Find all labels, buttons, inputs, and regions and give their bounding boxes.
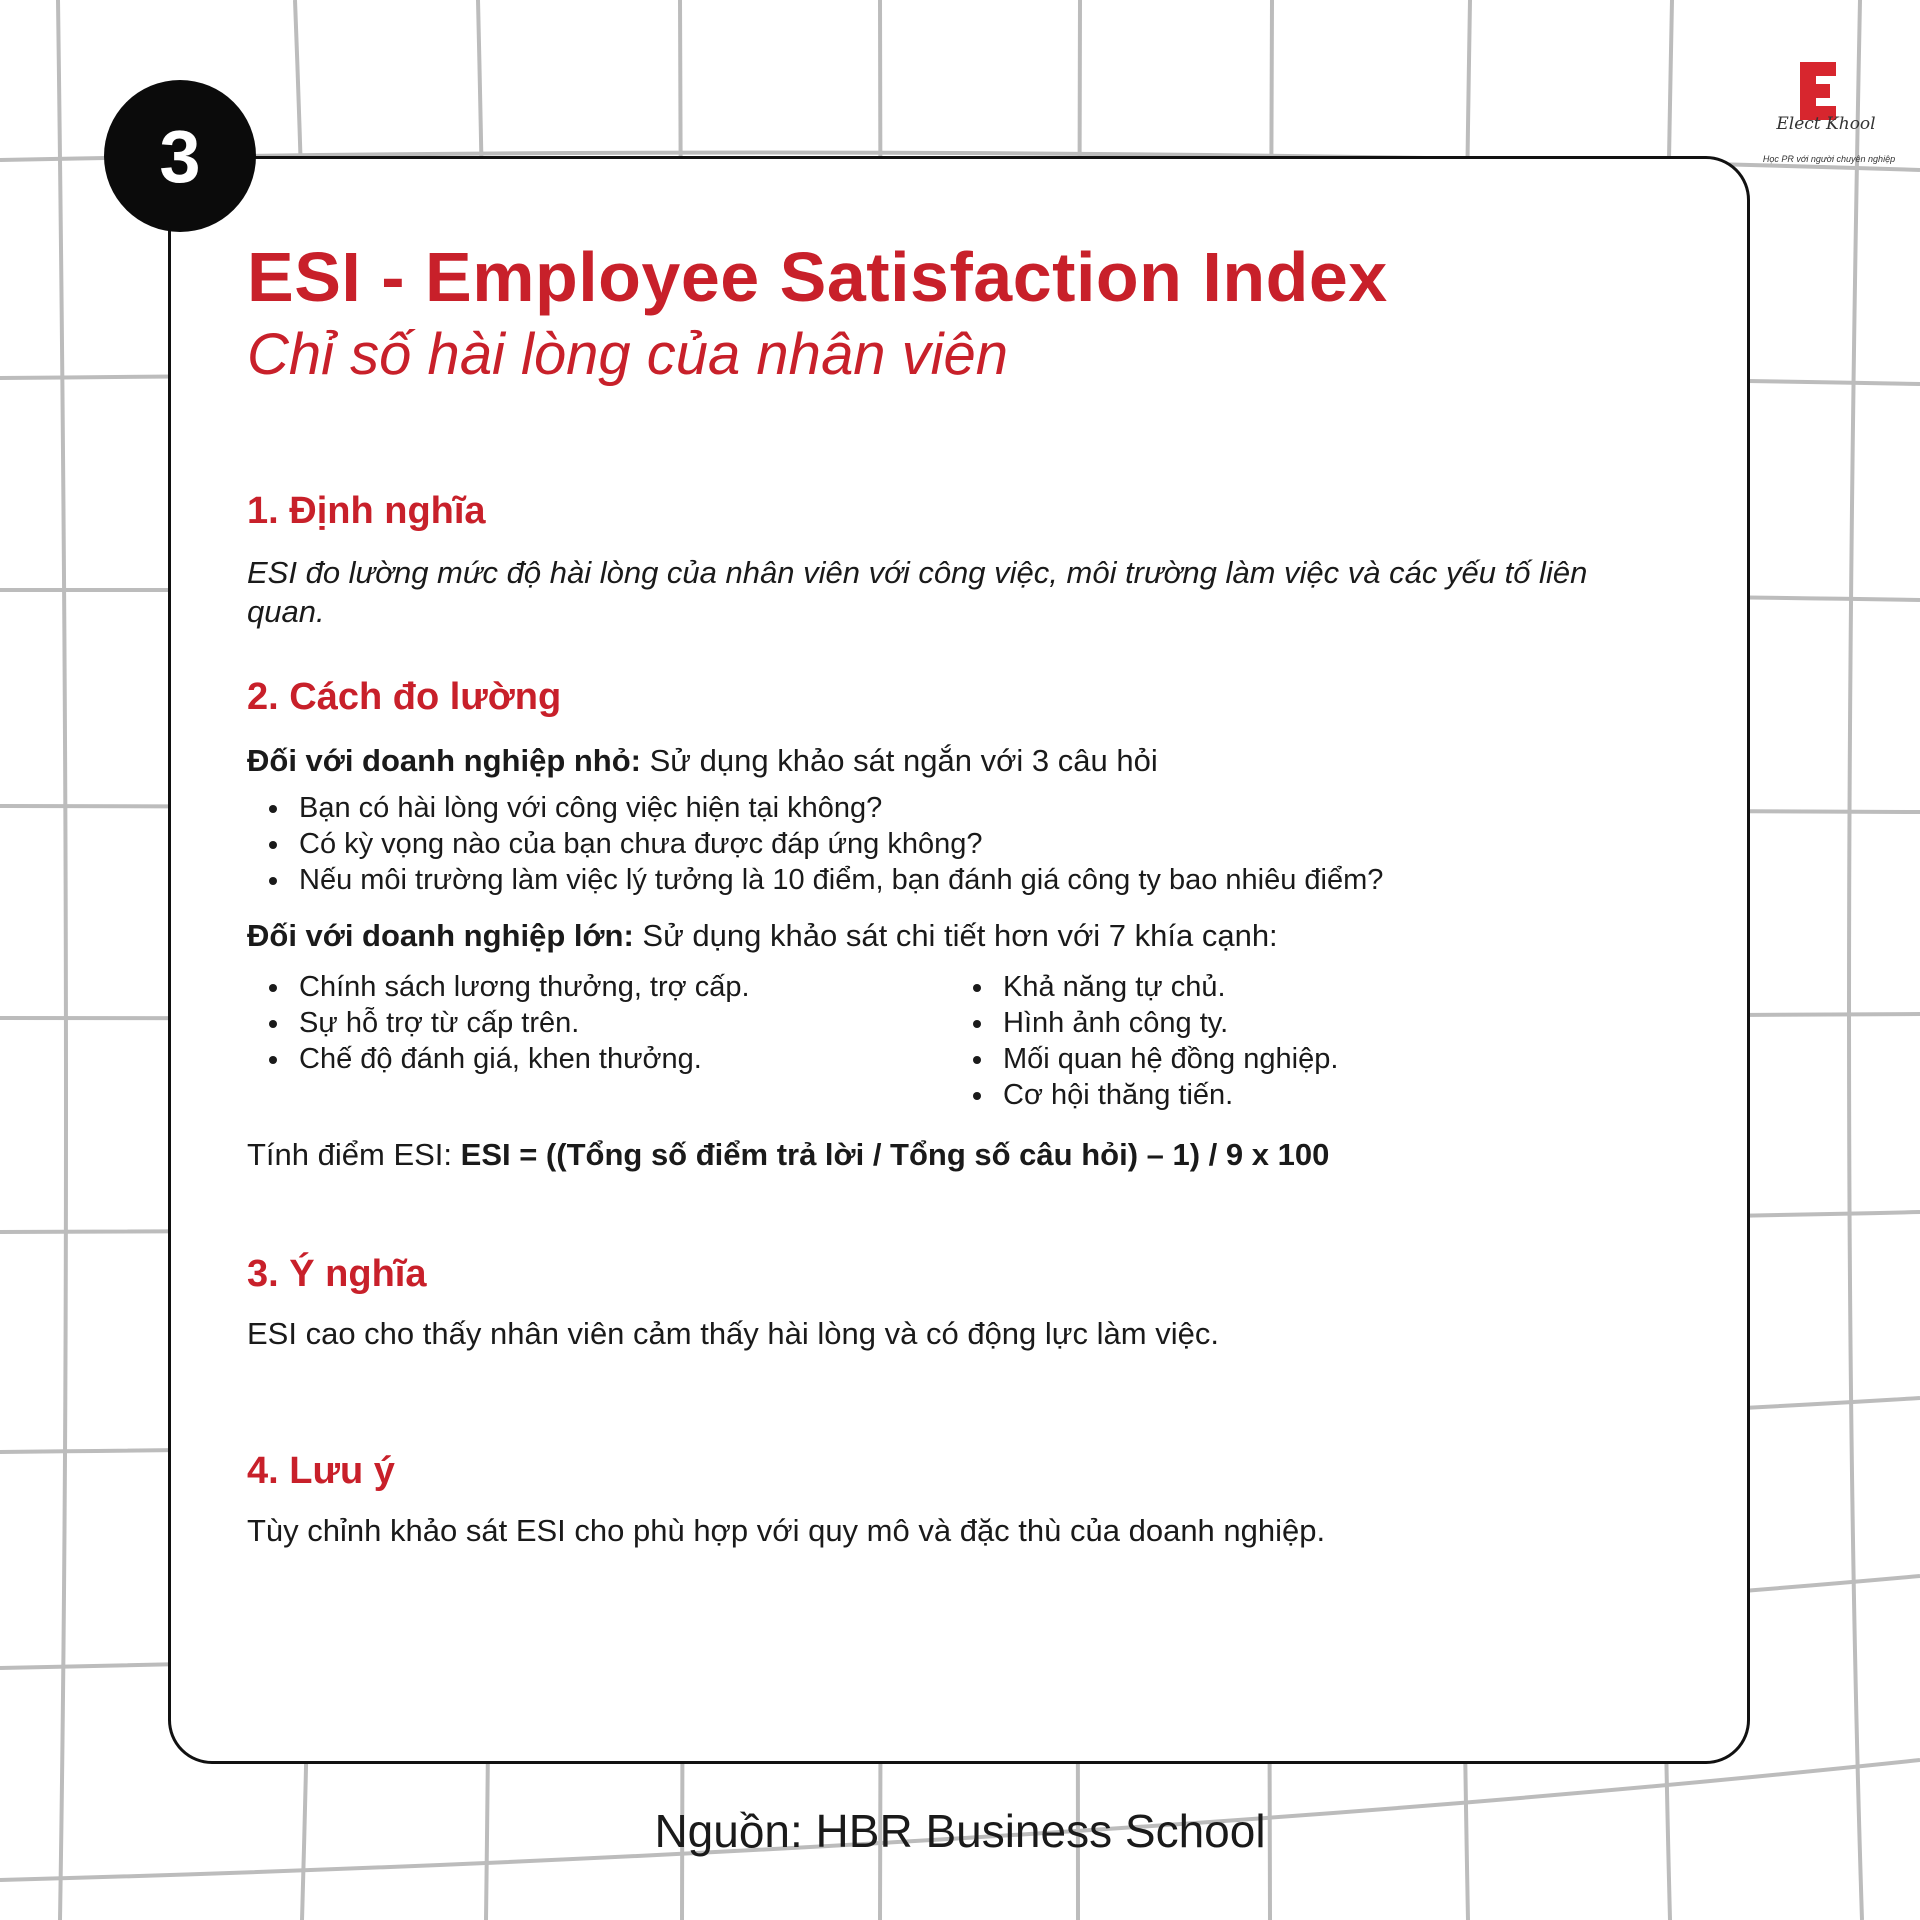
note-text: Tùy chỉnh khảo sát ESI cho phù hợp với quy mô và đặc thù của doanh nghiệp. bbox=[247, 1513, 1326, 1548]
logo-signature: Elect Khool bbox=[1776, 114, 1876, 134]
list-item: Mối quan hệ đồng nghiệp. bbox=[951, 1041, 1551, 1077]
small-business-label: Đối với doanh nghiệp nhỏ: bbox=[247, 743, 641, 778]
section-definition bbox=[247, 487, 1667, 631]
list-item: Khả năng tự chủ. bbox=[951, 969, 1551, 1005]
formula: ESI = ((Tổng số điểm trả lời / Tổng số câu hỏi) – 1) / 9 x 100 bbox=[460, 1137, 1330, 1172]
large-business-label: Đối với doanh nghiệp lớn: bbox=[247, 918, 634, 953]
list-item: Sự hỗ trợ từ cấp trên. bbox=[247, 1005, 951, 1041]
large-business-text: Sử dụng khảo sát chi tiết hơn với 7 khía cạnh: bbox=[633, 918, 1278, 953]
source-caption: Nguồn: HBR Business School bbox=[654, 1805, 1266, 1857]
list-item: Hình ảnh công ty. bbox=[951, 1005, 1551, 1041]
definition-text: ESI đo lường mức độ hài lòng của nhân viên với công việc, môi trường làm việc và các yếu tố liên quan. bbox=[247, 555, 1588, 629]
section-heading: 2. Cách đo lường bbox=[247, 676, 562, 718]
formula-label: Tính điểm ESI: bbox=[247, 1137, 461, 1172]
aspects-right-list bbox=[951, 969, 1551, 1113]
small-business-text: Sử dụng khảo sát ngắn với 3 câu hỏi bbox=[641, 743, 1158, 778]
formula-line bbox=[247, 1135, 1667, 1174]
section-heading: 4. Lưu ý bbox=[247, 1450, 395, 1492]
list-item: Cơ hội thăng tiến. bbox=[951, 1077, 1551, 1113]
list-item: Chế độ đánh giá, khen thưởng. bbox=[247, 1041, 951, 1077]
meaning-text: ESI cao cho thấy nhân viên cảm thấy hài lòng và có động lực làm việc. bbox=[247, 1316, 1219, 1351]
list-item: Chính sách lương thưởng, trợ cấp. bbox=[247, 969, 951, 1005]
logo-tagline: Học PR với người chuyên nghiệp bbox=[1762, 154, 1896, 164]
logo-e-icon bbox=[1796, 60, 1840, 122]
list-item: Nếu môi trường làm việc lý tưởng là 10 điểm, bạn đánh giá công ty bao nhiêu điểm? bbox=[247, 862, 1667, 898]
large-business-aspects bbox=[247, 969, 1667, 1113]
large-business-line bbox=[247, 916, 1667, 955]
step-number-badge: 3 bbox=[104, 80, 256, 232]
section-heading: 1. Định nghĩa bbox=[247, 490, 486, 532]
section-measurement bbox=[247, 673, 1667, 1174]
aspects-left-list bbox=[247, 969, 951, 1113]
small-business-line bbox=[247, 741, 1667, 780]
page-title: ESI - Employee Satisfaction Index bbox=[247, 238, 1388, 316]
section-heading: 3. Ý nghĩa bbox=[247, 1253, 427, 1295]
small-business-questions bbox=[247, 790, 1667, 898]
list-item: Có kỳ vọng nào của bạn chưa được đáp ứng không? bbox=[247, 826, 1667, 862]
page-subtitle: Chỉ số hài lòng của nhân viên bbox=[247, 322, 1008, 387]
content-card bbox=[168, 156, 1750, 1764]
list-item: Bạn có hài lòng với công việc hiện tại không? bbox=[247, 790, 1667, 826]
brand-logo bbox=[1754, 60, 1904, 170]
section-note bbox=[247, 1447, 1667, 1550]
section-meaning bbox=[247, 1250, 1667, 1353]
